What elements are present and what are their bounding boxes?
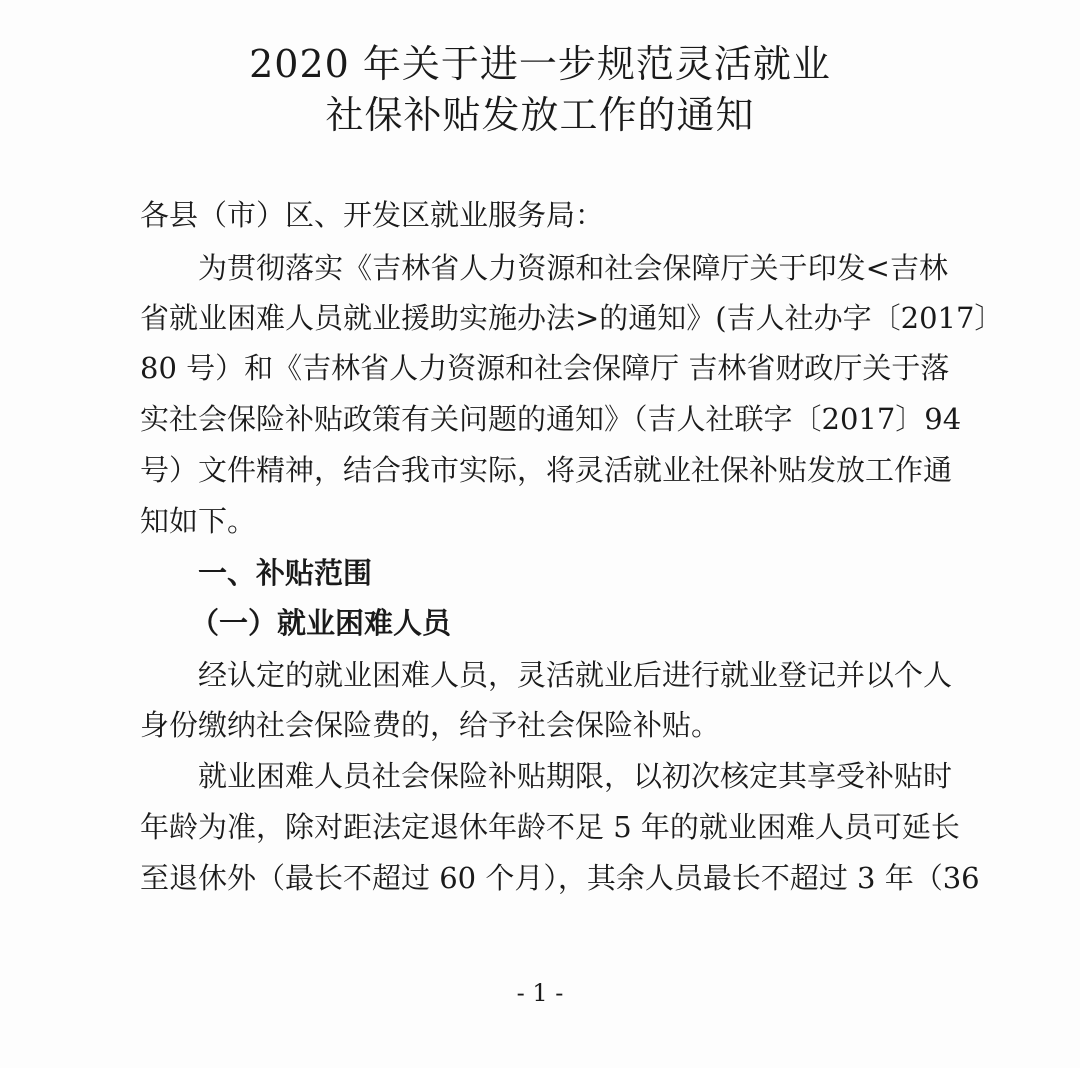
paragraph-3-line-1: 就业困难人员社会保险补贴期限，以初次核定其享受补贴时 — [198, 759, 953, 793]
section-1-heading: 一、补贴范围 — [198, 556, 373, 590]
paragraph-1-line-4: 实社会保险补贴政策有关问题的通知》（吉人社联字〔2017〕94 — [140, 402, 962, 436]
paragraph-2-line-2: 身份缴纳社会保险费的，给予社会保险补贴。 — [140, 708, 721, 742]
paragraph-1-line-1: 为贯彻落实《吉林省人力资源和社会保障厅关于印发<吉林 — [198, 251, 948, 285]
paragraph-1-line-6: 知如下。 — [140, 504, 257, 538]
salutation: 各县（市）区、开发区就业服务局： — [140, 198, 605, 232]
paragraph-3-line-3: 至退休外（最长不超过 60 个月），其余人员最长不超过 3 年（36 — [140, 861, 980, 895]
paragraph-1-line-2: 省就业困难人员就业援助实施办法>的通知》(吉人社办字〔2017〕 — [140, 301, 1004, 335]
paragraph-1-line-3: 80 号）和《吉林省人力资源和社会保障厅 吉林省财政厅关于落 — [140, 351, 950, 385]
paragraph-2-line-1: 经认定的就业困难人员，灵活就业后进行就业登记并以个人 — [198, 658, 953, 692]
subsection-1-heading: （一）就业困难人员 — [190, 606, 452, 640]
paragraph-1-line-5: 号）文件精神，结合我市实际，将灵活就业社保补贴发放工作通 — [140, 453, 953, 487]
document-title-line-2: 社保补贴发放工作的通知 — [325, 93, 755, 137]
paragraph-3-line-2: 年龄为准，除对距法定退休年龄不足 5 年的就业困难人员可延长 — [140, 810, 960, 844]
document-title-line-1: 2020 年关于进一步规范灵活就业 — [249, 42, 831, 86]
page-number: - 1 - — [516, 979, 564, 1007]
